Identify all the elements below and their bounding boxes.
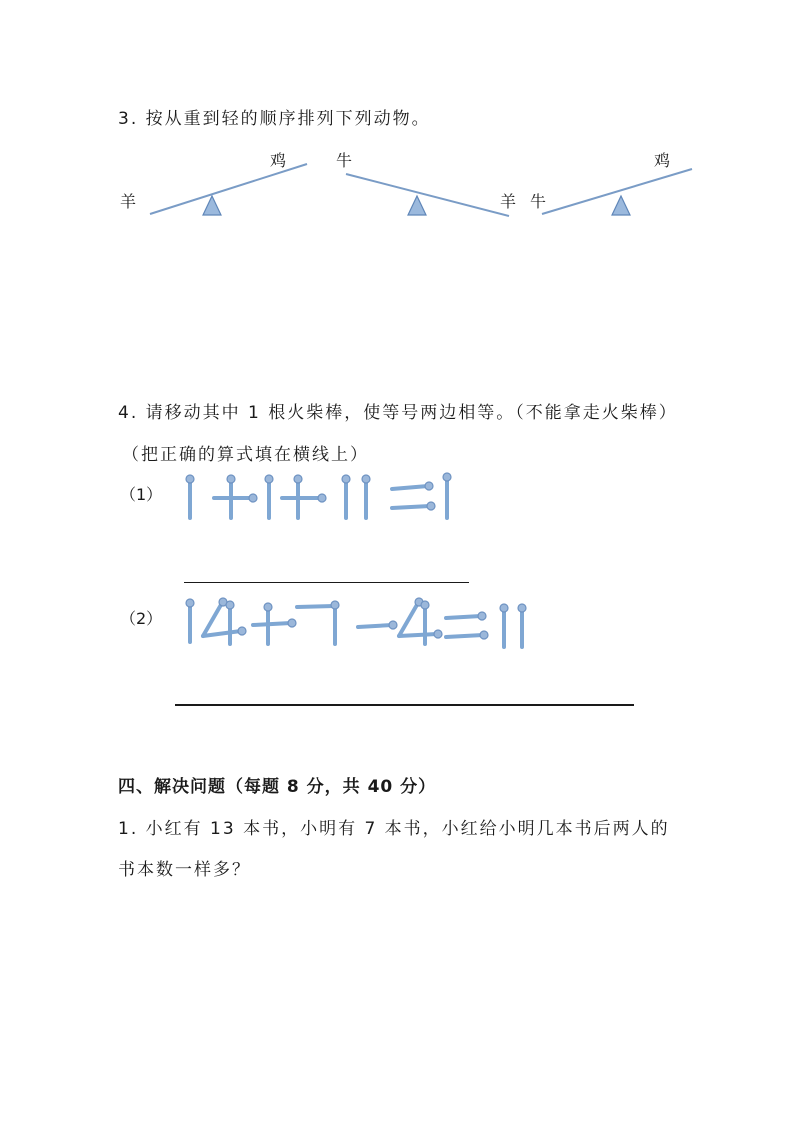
eq2-stick-plus-h xyxy=(253,623,291,625)
eq2-head-5 xyxy=(264,603,272,611)
eq2-stick-7-h xyxy=(297,606,334,607)
q3-prompt: 3. 按从重到轻的顺序排列下列动物。 xyxy=(118,109,431,129)
q4-prompt: 4. 请移动其中 1 根火柴棒，使等号两边相等。（不能拿走火柴棒） xyxy=(118,403,678,423)
eq2-head-14 xyxy=(500,604,508,612)
eq2-head-13 xyxy=(480,631,488,639)
eq2-head-1 xyxy=(186,599,194,607)
eq2-stick-eq-top xyxy=(446,616,481,618)
section4-q1-line1: 1. 小红有 13 本书，小明有 7 本书，小红给小明几本书后两人的 xyxy=(118,819,670,839)
balance-2-right-label: 羊 xyxy=(500,192,517,211)
eq2-head-7 xyxy=(331,601,339,609)
eq2-head-4 xyxy=(226,601,234,609)
eq2-head-11 xyxy=(421,601,429,609)
eq2-stick-4b-h xyxy=(399,634,437,636)
section-heading: 四、解决问题（每题 8 分，共 40 分） xyxy=(118,777,437,797)
q4-instruction: （把正确的算式填在横线上） xyxy=(122,445,369,465)
balance-3-right-label: 鸡 xyxy=(654,151,671,170)
balance-3-left-label: 牛 xyxy=(530,192,547,211)
eq2-head-8 xyxy=(389,621,397,629)
q4-item-2-answer-line[interactable] xyxy=(175,704,634,706)
section4-q1-line2: 书本数一样多？ xyxy=(118,860,251,880)
eq2-head-10 xyxy=(434,630,442,638)
eq2-head-3 xyxy=(238,627,246,635)
eq2-stick-minus xyxy=(358,625,392,627)
eq2-stick-4b-diag xyxy=(399,603,418,636)
balance-1-left-label: 羊 xyxy=(120,192,137,211)
eq2-head-12 xyxy=(478,612,486,620)
eq2-stick-4-h xyxy=(203,631,241,636)
eq2-stick-4-diag xyxy=(203,603,222,636)
balance-2-left-label: 牛 xyxy=(336,151,353,170)
q4-item-1-label: （1） xyxy=(120,485,163,504)
eq2-head-6 xyxy=(288,619,296,627)
eq2-stick-eq-bottom xyxy=(446,635,483,637)
equation-2-sticks xyxy=(190,603,522,647)
balance-1-right-label: 鸡 xyxy=(270,151,287,170)
q4-item-2-label: （2） xyxy=(120,609,163,628)
eq2-head-15 xyxy=(518,604,526,612)
